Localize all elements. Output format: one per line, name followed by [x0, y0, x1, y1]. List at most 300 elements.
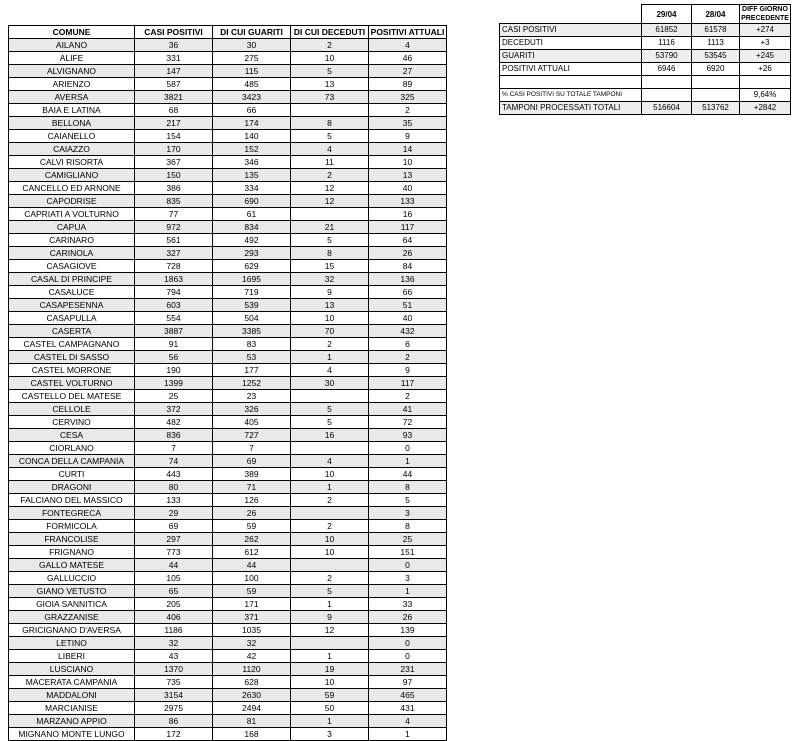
guariti-value: 371 [213, 611, 291, 624]
table-row [9, 286, 447, 299]
positivi-attuali-value: 26 [369, 611, 447, 624]
summary-header-row [500, 5, 791, 24]
guariti-value: 346 [213, 156, 291, 169]
comune-name: LIBERI [9, 650, 135, 663]
positivi-attuali-value: 89 [369, 78, 447, 91]
guariti-value: 628 [213, 676, 291, 689]
positivi-attuali-value: 46 [369, 52, 447, 65]
casi-positivi-value: 972 [135, 221, 213, 234]
casi-positivi-value: 43 [135, 650, 213, 663]
casi-positivi-value: 217 [135, 117, 213, 130]
guariti-value: 44 [213, 559, 291, 572]
guariti-value: 115 [213, 65, 291, 78]
positivi-attuali-value: 139 [369, 624, 447, 637]
table-row [9, 260, 447, 273]
table-row [9, 663, 447, 676]
comune-name: CASAGIOVE [9, 260, 135, 273]
guariti-value: 171 [213, 598, 291, 611]
guariti-value: 275 [213, 52, 291, 65]
table-row [9, 78, 447, 91]
casi-positivi-value: 1370 [135, 663, 213, 676]
casi-positivi-value: 1186 [135, 624, 213, 637]
guariti-value: 485 [213, 78, 291, 91]
comune-name: CESA [9, 429, 135, 442]
deceduti-value: 16 [291, 429, 369, 442]
guariti-value: 612 [213, 546, 291, 559]
comune-name: CIORLANO [9, 442, 135, 455]
comune-name: FRIGNANO [9, 546, 135, 559]
comune-name: CANCELLO ED ARNONE [9, 182, 135, 195]
summary-spacer-cell [692, 76, 740, 89]
comune-name: MIGNANO MONTE LUNGO [9, 728, 135, 741]
deceduti-value: 70 [291, 325, 369, 338]
guariti-value: 69 [213, 455, 291, 468]
comune-name: CAPODRISE [9, 195, 135, 208]
positivi-attuali-value: 133 [369, 195, 447, 208]
casi-positivi-value: 482 [135, 416, 213, 429]
positivi-attuali-value: 1 [369, 585, 447, 598]
casi-positivi-value: 794 [135, 286, 213, 299]
positivi-attuali-value: 2 [369, 390, 447, 403]
deceduti-value [291, 559, 369, 572]
table-row [9, 195, 447, 208]
guariti-value: 7 [213, 442, 291, 455]
positivi-attuali-value: 0 [369, 650, 447, 663]
comune-name: CASTEL CAMPAGNANO [9, 338, 135, 351]
casi-positivi-value: 65 [135, 585, 213, 598]
casi-positivi-value: 728 [135, 260, 213, 273]
positivi-attuali-value: 231 [369, 663, 447, 676]
summary-header-28: 28/04 [692, 5, 740, 24]
summary-label: GUARITI [500, 50, 642, 63]
deceduti-value: 5 [291, 130, 369, 143]
deceduti-value: 19 [291, 663, 369, 676]
casi-positivi-value: 69 [135, 520, 213, 533]
positivi-attuali-value: 431 [369, 702, 447, 715]
comune-name: AVERSA [9, 91, 135, 104]
comune-name: CALVI RISORTA [9, 156, 135, 169]
comune-name: GRAZZANISE [9, 611, 135, 624]
table-row [9, 468, 447, 481]
positivi-attuali-value: 3 [369, 507, 447, 520]
comune-name: CELLOLE [9, 403, 135, 416]
guariti-value: 59 [213, 520, 291, 533]
deceduti-value: 15 [291, 260, 369, 273]
table-row [9, 169, 447, 182]
comune-name: DRAGONI [9, 481, 135, 494]
summary-tamponi-label: TAMPONI PROCESSATI TOTALI [500, 102, 642, 115]
comune-name: CARINOLA [9, 247, 135, 260]
guariti-value: 2494 [213, 702, 291, 715]
summary-tamponi-row [500, 102, 791, 115]
casi-positivi-value: 44 [135, 559, 213, 572]
positivi-attuali-value: 72 [369, 416, 447, 429]
summary-pct-value: 9,64% [740, 89, 791, 102]
casi-positivi-value: 170 [135, 143, 213, 156]
summary-value-28: 53545 [692, 50, 740, 63]
casi-positivi-value: 735 [135, 676, 213, 689]
summary-value-28: 61578 [692, 24, 740, 37]
guariti-value: 492 [213, 234, 291, 247]
table-row [9, 520, 447, 533]
deceduti-value: 73 [291, 91, 369, 104]
positivi-attuali-value: 26 [369, 247, 447, 260]
casi-positivi-value: 3154 [135, 689, 213, 702]
summary-table [499, 4, 791, 115]
deceduti-value: 9 [291, 286, 369, 299]
comune-name: AILANO [9, 39, 135, 52]
guariti-value: 59 [213, 585, 291, 598]
summary-header-blank [500, 5, 642, 24]
table-row [9, 689, 447, 702]
comune-name: GIANO VETUSTO [9, 585, 135, 598]
comune-name: CASTELLO DEL MATESE [9, 390, 135, 403]
summary-diff: +245 [740, 50, 791, 63]
guariti-value: 177 [213, 364, 291, 377]
table-row [9, 65, 447, 78]
comune-name: CONCA DELLA CAMPANIA [9, 455, 135, 468]
comune-name: MARCIANISE [9, 702, 135, 715]
deceduti-value [291, 390, 369, 403]
deceduti-value: 9 [291, 611, 369, 624]
guariti-value: 389 [213, 468, 291, 481]
casi-positivi-value: 91 [135, 338, 213, 351]
deceduti-value: 1 [291, 715, 369, 728]
casi-positivi-value: 154 [135, 130, 213, 143]
comune-name: CERVINO [9, 416, 135, 429]
deceduti-value: 21 [291, 221, 369, 234]
table-row [9, 221, 447, 234]
guariti-value: 61 [213, 208, 291, 221]
guariti-value: 30 [213, 39, 291, 52]
guariti-value: 83 [213, 338, 291, 351]
table-row [9, 676, 447, 689]
table-row [9, 559, 447, 572]
deceduti-value: 12 [291, 182, 369, 195]
summary-label: POSITIVI ATTUALI [500, 63, 642, 76]
guariti-value: 405 [213, 416, 291, 429]
positivi-attuali-value: 9 [369, 364, 447, 377]
deceduti-value: 2 [291, 338, 369, 351]
summary-tamponi-29: 516604 [642, 102, 692, 115]
positivi-attuali-value: 25 [369, 533, 447, 546]
positivi-attuali-value: 4 [369, 715, 447, 728]
deceduti-value: 2 [291, 39, 369, 52]
comune-name: CASERTA [9, 325, 135, 338]
casi-positivi-value: 36 [135, 39, 213, 52]
positivi-attuali-value: 2 [369, 351, 447, 364]
guariti-value: 168 [213, 728, 291, 741]
positivi-attuali-value: 8 [369, 520, 447, 533]
casi-positivi-value: 205 [135, 598, 213, 611]
positivi-attuali-value: 16 [369, 208, 447, 221]
casi-positivi-value: 7 [135, 442, 213, 455]
comune-name: CASTEL DI SASSO [9, 351, 135, 364]
header-casi-positivi: CASI POSITIVI [135, 26, 213, 39]
header-guariti: DI CUI GUARITI [213, 26, 291, 39]
guariti-value: 126 [213, 494, 291, 507]
summary-row [500, 24, 791, 37]
comune-name: CASALUCE [9, 286, 135, 299]
summary-value-29: 1116 [642, 37, 692, 50]
table-row [9, 715, 447, 728]
guariti-value: 334 [213, 182, 291, 195]
deceduti-value: 8 [291, 247, 369, 260]
casi-positivi-value: 68 [135, 104, 213, 117]
comune-name: GIOIA SANNITICA [9, 598, 135, 611]
positivi-attuali-value: 8 [369, 481, 447, 494]
summary-row [500, 50, 791, 63]
table-row [9, 234, 447, 247]
comuni-table [8, 25, 447, 741]
positivi-attuali-value: 97 [369, 676, 447, 689]
positivi-attuali-value: 9 [369, 130, 447, 143]
table-header-row [9, 26, 447, 39]
table-row [9, 728, 447, 741]
comune-name: MACERATA CAMPANIA [9, 676, 135, 689]
positivi-attuali-value: 40 [369, 312, 447, 325]
summary-row [500, 37, 791, 50]
positivi-attuali-value: 117 [369, 377, 447, 390]
guariti-value: 326 [213, 403, 291, 416]
deceduti-value: 13 [291, 299, 369, 312]
comune-name: FORMICOLA [9, 520, 135, 533]
comune-name: CAIAZZO [9, 143, 135, 156]
casi-positivi-value: 25 [135, 390, 213, 403]
guariti-value: 42 [213, 650, 291, 663]
guariti-value: 1120 [213, 663, 291, 676]
table-row [9, 338, 447, 351]
table-row [9, 442, 447, 455]
deceduti-value: 5 [291, 65, 369, 78]
casi-positivi-value: 836 [135, 429, 213, 442]
table-row [9, 208, 447, 221]
positivi-attuali-value: 41 [369, 403, 447, 416]
summary-pct-label: % CASI POSITIVI SU TOTALE TAMPONI [500, 89, 642, 102]
deceduti-value [291, 637, 369, 650]
deceduti-value: 5 [291, 234, 369, 247]
summary-label: DECEDUTI [500, 37, 642, 50]
positivi-attuali-value: 325 [369, 91, 447, 104]
guariti-value: 32 [213, 637, 291, 650]
deceduti-value: 3 [291, 728, 369, 741]
casi-positivi-value: 406 [135, 611, 213, 624]
casi-positivi-value: 297 [135, 533, 213, 546]
summary-label: CASI POSITIVI [500, 24, 642, 37]
comune-name: GALLO MATESE [9, 559, 135, 572]
positivi-attuali-value: 0 [369, 442, 447, 455]
casi-positivi-value: 372 [135, 403, 213, 416]
summary-value-29: 6946 [642, 63, 692, 76]
positivi-attuali-value: 33 [369, 598, 447, 611]
guariti-value: 152 [213, 143, 291, 156]
positivi-attuali-value: 27 [369, 65, 447, 78]
table-row [9, 182, 447, 195]
summary-tamponi-diff: +2842 [740, 102, 791, 115]
positivi-attuali-value: 13 [369, 169, 447, 182]
casi-positivi-value: 1863 [135, 273, 213, 286]
summary-header-29: 29/04 [642, 5, 692, 24]
deceduti-value: 12 [291, 624, 369, 637]
summary-spacer-cell [642, 76, 692, 89]
comune-name: GRICIGNANO D'AVERSA [9, 624, 135, 637]
positivi-attuali-value: 432 [369, 325, 447, 338]
summary-diff: +274 [740, 24, 791, 37]
positivi-attuali-value: 93 [369, 429, 447, 442]
deceduti-value: 1 [291, 598, 369, 611]
table-row [9, 572, 447, 585]
guariti-value: 262 [213, 533, 291, 546]
casi-positivi-value: 443 [135, 468, 213, 481]
guariti-value: 53 [213, 351, 291, 364]
positivi-attuali-value: 44 [369, 468, 447, 481]
casi-positivi-value: 77 [135, 208, 213, 221]
guariti-value: 834 [213, 221, 291, 234]
deceduti-value: 2 [291, 169, 369, 182]
positivi-attuali-value: 0 [369, 559, 447, 572]
guariti-value: 3385 [213, 325, 291, 338]
deceduti-value: 10 [291, 312, 369, 325]
table-row [9, 637, 447, 650]
table-row [9, 481, 447, 494]
comuni-table-body [9, 39, 447, 741]
guariti-value: 539 [213, 299, 291, 312]
table-row [9, 403, 447, 416]
table-row [9, 39, 447, 52]
comune-name: CAPUA [9, 221, 135, 234]
casi-positivi-value: 147 [135, 65, 213, 78]
deceduti-value: 5 [291, 416, 369, 429]
positivi-attuali-value: 66 [369, 286, 447, 299]
deceduti-value: 2 [291, 572, 369, 585]
positivi-attuali-value: 1 [369, 728, 447, 741]
positivi-attuali-value: 10 [369, 156, 447, 169]
positivi-attuali-value: 117 [369, 221, 447, 234]
summary-value-29: 53790 [642, 50, 692, 63]
comune-name: CASAPESENNA [9, 299, 135, 312]
deceduti-value: 2 [291, 520, 369, 533]
deceduti-value: 13 [291, 78, 369, 91]
table-row [9, 611, 447, 624]
deceduti-value: 4 [291, 364, 369, 377]
table-row [9, 390, 447, 403]
summary-tamponi-28: 513762 [692, 102, 740, 115]
positivi-attuali-value: 35 [369, 117, 447, 130]
deceduti-value: 1 [291, 351, 369, 364]
positivi-attuali-value: 84 [369, 260, 447, 273]
deceduti-value: 10 [291, 546, 369, 559]
deceduti-value: 59 [291, 689, 369, 702]
positivi-attuali-value: 5 [369, 494, 447, 507]
casi-positivi-value: 773 [135, 546, 213, 559]
positivi-attuali-value: 6 [369, 338, 447, 351]
table-row [9, 533, 447, 546]
deceduti-value: 10 [291, 468, 369, 481]
table-row [9, 247, 447, 260]
comune-name: ALIFE [9, 52, 135, 65]
comune-name: GALLUCCIO [9, 572, 135, 585]
summary-value-29: 61852 [642, 24, 692, 37]
guariti-value: 140 [213, 130, 291, 143]
deceduti-value: 5 [291, 403, 369, 416]
table-row [9, 52, 447, 65]
table-row [9, 156, 447, 169]
table-row [9, 598, 447, 611]
positivi-attuali-value: 136 [369, 273, 447, 286]
deceduti-value: 2 [291, 494, 369, 507]
deceduti-value: 10 [291, 533, 369, 546]
summary-value-28: 6920 [692, 63, 740, 76]
casi-positivi-value: 32 [135, 637, 213, 650]
comune-name: CASAL DI PRINCIPE [9, 273, 135, 286]
table-row [9, 702, 447, 715]
guariti-value: 2630 [213, 689, 291, 702]
table-row [9, 130, 447, 143]
guariti-value: 135 [213, 169, 291, 182]
positivi-attuali-value: 1 [369, 455, 447, 468]
deceduti-value: 8 [291, 117, 369, 130]
table-row [9, 273, 447, 286]
casi-positivi-value: 105 [135, 572, 213, 585]
casi-positivi-value: 2975 [135, 702, 213, 715]
deceduti-value [291, 442, 369, 455]
guariti-value: 1252 [213, 377, 291, 390]
table-row [9, 104, 447, 117]
comune-name: MARZANO APPIO [9, 715, 135, 728]
casi-positivi-value: 3821 [135, 91, 213, 104]
casi-positivi-value: 331 [135, 52, 213, 65]
casi-positivi-value: 80 [135, 481, 213, 494]
table-row [9, 585, 447, 598]
deceduti-value: 10 [291, 52, 369, 65]
table-row [9, 546, 447, 559]
table-row [9, 299, 447, 312]
positivi-attuali-value: 51 [369, 299, 447, 312]
table-row [9, 325, 447, 338]
positivi-attuali-value: 0 [369, 637, 447, 650]
guariti-value: 690 [213, 195, 291, 208]
positivi-attuali-value: 465 [369, 689, 447, 702]
deceduti-value: 4 [291, 455, 369, 468]
deceduti-value [291, 104, 369, 117]
casi-positivi-value: 327 [135, 247, 213, 260]
guariti-value: 1695 [213, 273, 291, 286]
comune-name: CURTI [9, 468, 135, 481]
positivi-attuali-value: 3 [369, 572, 447, 585]
summary-diff: +3 [740, 37, 791, 50]
guariti-value: 629 [213, 260, 291, 273]
casi-positivi-value: 29 [135, 507, 213, 520]
summary-diff: +26 [740, 63, 791, 76]
deceduti-value: 11 [291, 156, 369, 169]
casi-positivi-value: 74 [135, 455, 213, 468]
header-positivi-attuali: POSITIVI ATTUALI [369, 26, 447, 39]
deceduti-value [291, 208, 369, 221]
table-row [9, 416, 447, 429]
guariti-value: 727 [213, 429, 291, 442]
table-row [9, 650, 447, 663]
guariti-value: 71 [213, 481, 291, 494]
casi-positivi-value: 554 [135, 312, 213, 325]
comune-name: CARINARO [9, 234, 135, 247]
table-row [9, 364, 447, 377]
comune-name: BAIA E LATINA [9, 104, 135, 117]
table-row [9, 312, 447, 325]
table-row [9, 351, 447, 364]
summary-pct-row [500, 89, 791, 102]
comune-name: LUSCIANO [9, 663, 135, 676]
comune-name: FRANCOLISE [9, 533, 135, 546]
